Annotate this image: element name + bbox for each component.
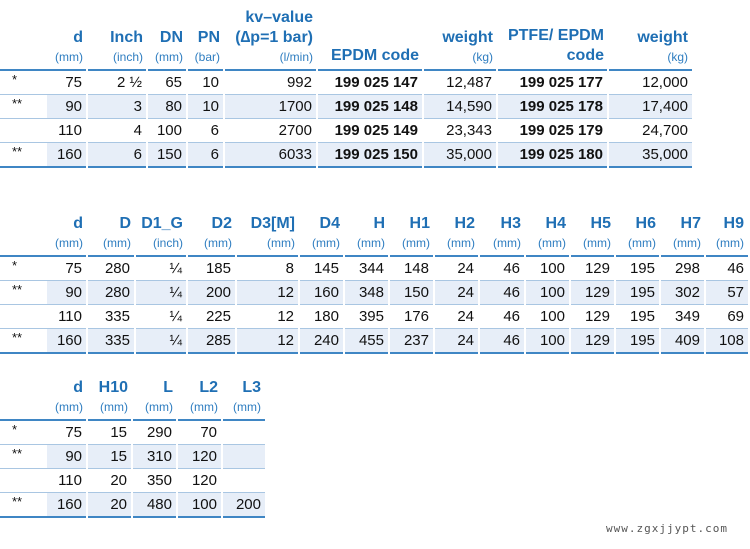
table-cell: 12,000 bbox=[608, 70, 692, 95]
table-row bbox=[0, 70, 692, 95]
row-marker: ** bbox=[12, 330, 23, 345]
column-unit: (mm) bbox=[493, 236, 521, 250]
column-unit: (mm) bbox=[55, 400, 83, 414]
table-cell: 145 bbox=[299, 256, 344, 281]
row-marker bbox=[0, 305, 47, 329]
table-cell: 14,590 bbox=[423, 95, 497, 119]
table-cell: 150 bbox=[389, 281, 434, 305]
table-cell: 280 bbox=[87, 256, 135, 281]
length-table bbox=[0, 378, 265, 518]
table-row bbox=[0, 256, 748, 281]
table-cell: 160 bbox=[47, 143, 87, 168]
row-marker: * bbox=[12, 72, 18, 87]
table-cell: 348 bbox=[344, 281, 389, 305]
column-header bbox=[705, 214, 748, 256]
column-unit: (inch) bbox=[152, 236, 183, 250]
row-marker: ** bbox=[12, 494, 23, 509]
table-cell: 237 bbox=[389, 329, 434, 354]
table-cell: 100 bbox=[525, 281, 570, 305]
column-unit: (mm) bbox=[716, 236, 744, 250]
table-cell: 46 bbox=[479, 305, 525, 329]
table-cell: 100 bbox=[177, 493, 222, 518]
column-header bbox=[423, 8, 497, 70]
column-label: d bbox=[73, 29, 83, 46]
table-cell: 6 bbox=[187, 143, 224, 168]
valve-spec-table bbox=[0, 8, 692, 168]
table-cell: 24 bbox=[434, 256, 479, 281]
table-cell: 195 bbox=[615, 305, 660, 329]
column-label: weight bbox=[442, 29, 493, 46]
table-cell: 344 bbox=[344, 256, 389, 281]
row-marker: ** bbox=[12, 144, 23, 159]
table-cell: 1700 bbox=[224, 95, 317, 119]
column-unit: (mm) bbox=[402, 236, 430, 250]
table-cell: 180 bbox=[299, 305, 344, 329]
column-unit: (mm) bbox=[673, 236, 701, 250]
header-row bbox=[0, 8, 692, 70]
table-cell: 195 bbox=[615, 281, 660, 305]
table-cell: 35,000 bbox=[423, 143, 497, 168]
table-cell: 65 bbox=[147, 70, 187, 95]
column-label: L3 bbox=[242, 379, 261, 396]
table-cell: 199 025 179 bbox=[497, 119, 608, 143]
column-label: H4 bbox=[545, 215, 566, 232]
column-unit: (mm) bbox=[357, 236, 385, 250]
table-row bbox=[0, 281, 748, 305]
table-cell: 176 bbox=[389, 305, 434, 329]
column-unit: (mm) bbox=[190, 400, 218, 414]
table-cell: 280 bbox=[87, 281, 135, 305]
column-label: L bbox=[163, 379, 173, 396]
row-marker: ** bbox=[12, 446, 23, 461]
table-cell: ¼ bbox=[135, 281, 187, 305]
column-label: EPDM code bbox=[330, 47, 419, 64]
column-header bbox=[344, 214, 389, 256]
table-cell: 992 bbox=[224, 70, 317, 95]
column-header bbox=[47, 378, 87, 420]
column-header bbox=[47, 214, 87, 256]
column-unit: (mm) bbox=[155, 50, 183, 64]
dimension-table bbox=[0, 214, 748, 354]
column-header bbox=[570, 214, 615, 256]
column-unit: (mm) bbox=[100, 400, 128, 414]
column-unit: (mm) bbox=[583, 236, 611, 250]
table-cell: 20 bbox=[87, 469, 132, 493]
column-label: H6 bbox=[635, 215, 656, 232]
table-cell: 290 bbox=[132, 420, 177, 445]
column-unit: (mm) bbox=[103, 236, 131, 250]
column-unit: (mm) bbox=[447, 236, 475, 250]
column-header bbox=[87, 8, 147, 70]
table-cell: 12 bbox=[236, 305, 299, 329]
column-header bbox=[132, 378, 177, 420]
column-label: PN bbox=[197, 29, 220, 46]
column-label: H10 bbox=[98, 379, 128, 396]
table-row bbox=[0, 95, 692, 119]
column-unit: (kg) bbox=[472, 50, 493, 64]
table-cell: 90 bbox=[47, 445, 87, 469]
column-header bbox=[147, 8, 187, 70]
column-label: H bbox=[373, 215, 385, 232]
table-cell: 200 bbox=[222, 493, 265, 518]
table-cell: ¼ bbox=[135, 256, 187, 281]
column-label: D2 bbox=[211, 215, 232, 232]
column-label: H5 bbox=[590, 215, 611, 232]
table-cell: 100 bbox=[525, 305, 570, 329]
table-row bbox=[0, 469, 265, 493]
table-cell: 24 bbox=[434, 305, 479, 329]
table-cell: 46 bbox=[705, 256, 748, 281]
table-cell: 90 bbox=[47, 95, 87, 119]
column-header bbox=[0, 214, 47, 256]
table-cell: 10 bbox=[187, 95, 224, 119]
column-header bbox=[525, 214, 570, 256]
column-header bbox=[660, 214, 705, 256]
column-label: PTFE/ EPDM code bbox=[507, 27, 604, 64]
table-cell: 310 bbox=[132, 445, 177, 469]
column-header bbox=[87, 378, 132, 420]
column-header bbox=[177, 378, 222, 420]
table-cell: 349 bbox=[660, 305, 705, 329]
table-cell: ¼ bbox=[135, 305, 187, 329]
table-cell bbox=[222, 469, 265, 493]
table-cell: 350 bbox=[132, 469, 177, 493]
table-row bbox=[0, 119, 692, 143]
column-unit: (inch) bbox=[112, 50, 143, 64]
table-cell: 23,343 bbox=[423, 119, 497, 143]
column-label: H3 bbox=[500, 215, 521, 232]
column-label: weight bbox=[637, 29, 688, 46]
table-cell: 46 bbox=[479, 329, 525, 354]
column-label: DN bbox=[159, 29, 183, 46]
column-label: Inch bbox=[110, 29, 143, 46]
table-cell: 455 bbox=[344, 329, 389, 354]
table-row bbox=[0, 305, 748, 329]
table-cell: 129 bbox=[570, 305, 615, 329]
table-cell: 10 bbox=[187, 70, 224, 95]
column-unit: (kg) bbox=[667, 50, 688, 64]
table-cell: 480 bbox=[132, 493, 177, 518]
table-row bbox=[0, 493, 265, 518]
column-unit: (mm) bbox=[55, 50, 83, 64]
column-label: H1 bbox=[409, 215, 430, 232]
column-header bbox=[187, 214, 236, 256]
column-label: D3[M] bbox=[250, 215, 295, 232]
row-marker bbox=[0, 119, 47, 143]
table-cell: 46 bbox=[479, 281, 525, 305]
column-unit: (mm) bbox=[628, 236, 656, 250]
row-marker: * bbox=[12, 422, 18, 437]
table-cell: 6 bbox=[87, 143, 147, 168]
table-cell: 199 025 149 bbox=[317, 119, 423, 143]
table-cell: 110 bbox=[58, 472, 82, 489]
column-label: D bbox=[119, 215, 131, 232]
column-unit: (mm) bbox=[55, 236, 83, 250]
column-unit: (l/min) bbox=[279, 50, 313, 64]
table-cell: 12,487 bbox=[423, 70, 497, 95]
table-cell: 75 bbox=[65, 260, 82, 277]
table-cell: 24 bbox=[434, 281, 479, 305]
table-cell: 100 bbox=[525, 329, 570, 354]
table-cell: 6 bbox=[187, 119, 224, 143]
column-unit: (mm) bbox=[204, 236, 232, 250]
table-cell: ¼ bbox=[135, 329, 187, 354]
column-label: d bbox=[73, 379, 83, 396]
table-cell: 195 bbox=[615, 256, 660, 281]
column-header bbox=[317, 8, 423, 70]
column-unit: (mm) bbox=[538, 236, 566, 250]
table-cell: 120 bbox=[177, 469, 222, 493]
table-cell: 100 bbox=[525, 256, 570, 281]
table-cell: 6033 bbox=[224, 143, 317, 168]
column-header bbox=[236, 214, 299, 256]
table-cell: 285 bbox=[187, 329, 236, 354]
column-label: kv–value (∆p=1 bar) bbox=[235, 9, 313, 46]
table-cell: 298 bbox=[660, 256, 705, 281]
table-cell: 90 bbox=[47, 281, 87, 305]
row-marker: ** bbox=[12, 96, 23, 111]
table-cell: 15 bbox=[87, 445, 132, 469]
table-cell: 2 ½ bbox=[87, 70, 147, 95]
row-marker: ** bbox=[12, 282, 23, 297]
table-cell: 4 bbox=[87, 119, 147, 143]
column-unit: (mm) bbox=[267, 236, 295, 250]
row-marker bbox=[0, 469, 47, 493]
column-label: H9 bbox=[723, 215, 744, 232]
table-cell: 12 bbox=[236, 281, 299, 305]
table-cell: 75 bbox=[65, 424, 82, 441]
table-cell: 15 bbox=[87, 420, 132, 445]
table-cell: 24,700 bbox=[608, 119, 692, 143]
table-cell: 335 bbox=[87, 305, 135, 329]
column-label: H7 bbox=[680, 215, 701, 232]
table-cell bbox=[222, 420, 265, 445]
table-cell: 395 bbox=[344, 305, 389, 329]
table-cell: 120 bbox=[177, 445, 222, 469]
table-cell: 195 bbox=[615, 329, 660, 354]
column-header bbox=[0, 8, 47, 70]
table-cell: 12 bbox=[236, 329, 299, 354]
header-row bbox=[0, 378, 265, 420]
column-label: L2 bbox=[199, 379, 218, 396]
column-header bbox=[0, 378, 47, 420]
table-cell: 409 bbox=[660, 329, 705, 354]
table-cell: 199 025 147 bbox=[317, 70, 423, 95]
table-cell: 2700 bbox=[224, 119, 317, 143]
column-header bbox=[135, 214, 187, 256]
table-cell: 335 bbox=[87, 329, 135, 354]
table-cell: 129 bbox=[570, 281, 615, 305]
column-header bbox=[479, 214, 525, 256]
header-row bbox=[0, 214, 748, 256]
table-cell bbox=[222, 445, 265, 469]
table-row bbox=[0, 329, 748, 354]
table-cell: 160 bbox=[47, 493, 87, 518]
table-cell: 70 bbox=[177, 420, 222, 445]
table-cell: 199 025 178 bbox=[497, 95, 608, 119]
table-cell: 225 bbox=[187, 305, 236, 329]
table-cell: 3 bbox=[87, 95, 147, 119]
table-cell: 110 bbox=[58, 122, 82, 139]
table-cell: 24 bbox=[434, 329, 479, 354]
row-marker: * bbox=[12, 258, 18, 273]
table-row bbox=[0, 143, 692, 168]
column-header bbox=[47, 8, 87, 70]
table-cell: 200 bbox=[187, 281, 236, 305]
table-cell: 35,000 bbox=[608, 143, 692, 168]
table-cell: 199 025 150 bbox=[317, 143, 423, 168]
column-header bbox=[434, 214, 479, 256]
table-cell: 20 bbox=[87, 493, 132, 518]
column-label: D1_G bbox=[141, 215, 183, 232]
table-cell: 199 025 177 bbox=[497, 70, 608, 95]
column-label: d bbox=[73, 215, 83, 232]
table-cell: 75 bbox=[65, 74, 82, 91]
column-header bbox=[608, 8, 692, 70]
table-cell: 100 bbox=[147, 119, 187, 143]
column-header bbox=[187, 8, 224, 70]
table-cell: 150 bbox=[147, 143, 187, 168]
column-unit: (mm) bbox=[145, 400, 173, 414]
column-header bbox=[222, 378, 265, 420]
table-cell: 129 bbox=[570, 256, 615, 281]
column-header bbox=[299, 214, 344, 256]
column-header bbox=[87, 214, 135, 256]
table-cell: 8 bbox=[236, 256, 299, 281]
table-cell: 148 bbox=[389, 256, 434, 281]
table-cell: 160 bbox=[299, 281, 344, 305]
column-header bbox=[615, 214, 660, 256]
table-cell: 302 bbox=[660, 281, 705, 305]
table-row bbox=[0, 420, 265, 445]
column-header bbox=[224, 8, 317, 70]
column-label: H2 bbox=[454, 215, 475, 232]
table-cell: 110 bbox=[58, 308, 82, 325]
watermark-text: www.zgxjjypt.com bbox=[606, 522, 728, 535]
table-cell: 17,400 bbox=[608, 95, 692, 119]
table-cell: 108 bbox=[705, 329, 748, 354]
table-cell: 199 025 180 bbox=[497, 143, 608, 168]
table-row bbox=[0, 445, 265, 469]
table-cell: 69 bbox=[705, 305, 748, 329]
column-unit: (bar) bbox=[194, 50, 220, 64]
table-cell: 240 bbox=[299, 329, 344, 354]
column-unit: (mm) bbox=[233, 400, 261, 414]
table-cell: 80 bbox=[147, 95, 187, 119]
column-header bbox=[497, 8, 608, 70]
table-cell: 46 bbox=[479, 256, 525, 281]
column-unit: (mm) bbox=[312, 236, 340, 250]
table-cell: 129 bbox=[570, 329, 615, 354]
table-cell: 57 bbox=[705, 281, 748, 305]
column-header bbox=[389, 214, 434, 256]
table-cell: 160 bbox=[47, 329, 87, 354]
table-cell: 185 bbox=[187, 256, 236, 281]
table-cell: 199 025 148 bbox=[317, 95, 423, 119]
column-label: D4 bbox=[319, 215, 340, 232]
